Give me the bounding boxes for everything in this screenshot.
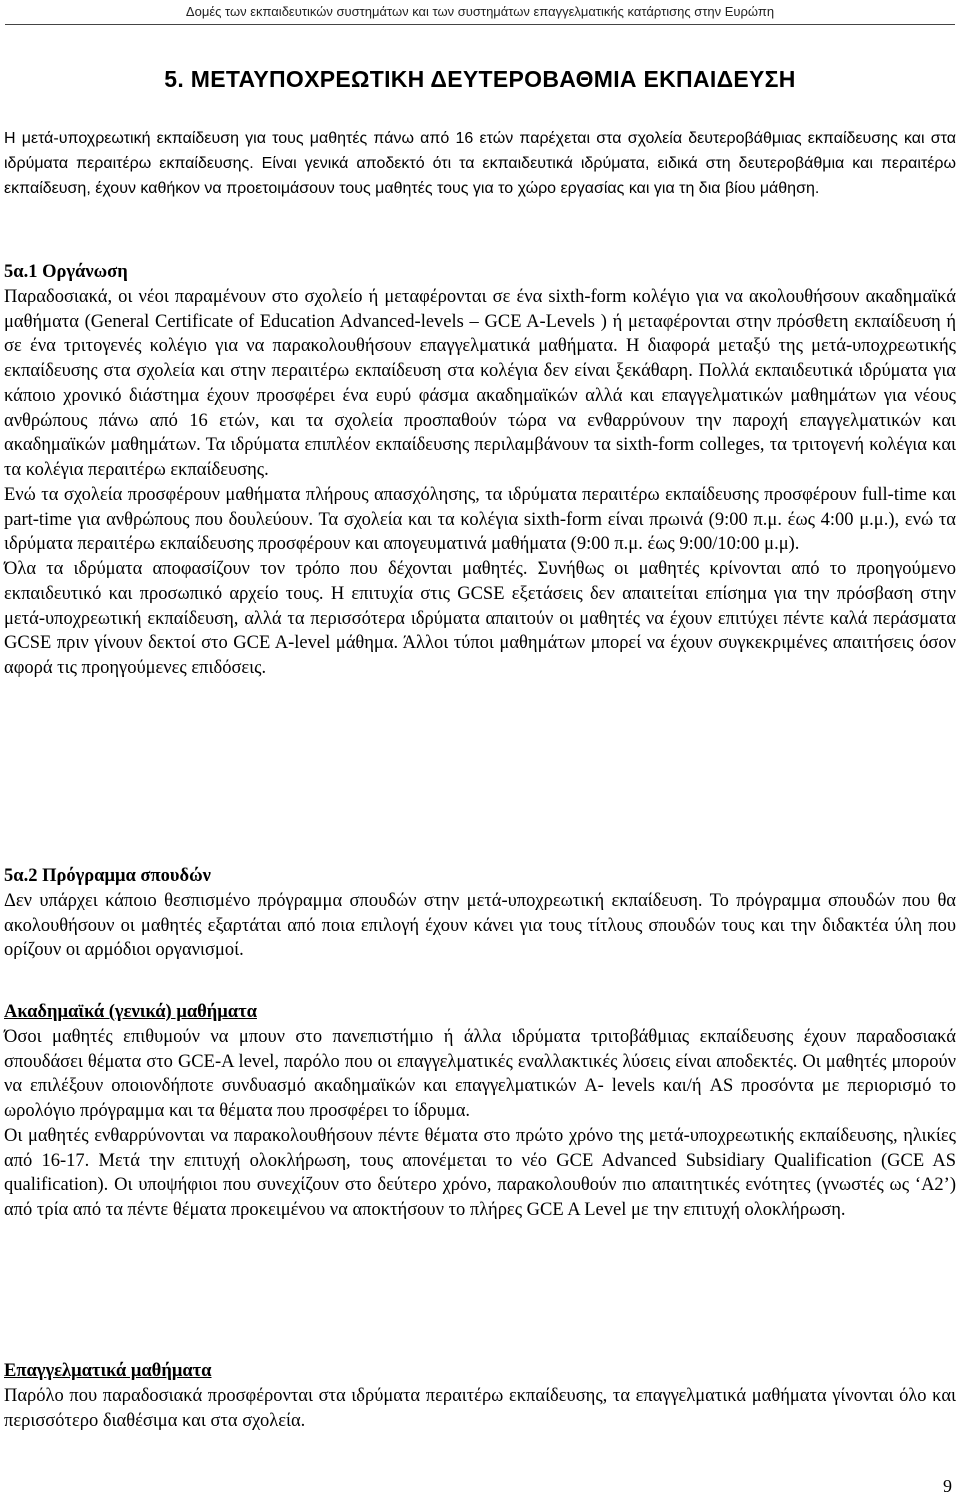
- header-divider: [5, 24, 955, 25]
- section-heading-vocational: Επαγγελματικά μαθήματα: [4, 1361, 212, 1381]
- section-academic: [4, 1000, 956, 1223]
- section-heading-academic: Ακαδημαϊκά (γενικά) μαθήματα: [4, 1002, 257, 1022]
- paragraph: Οι μαθητές ενθαρρύνονται να παρακολουθήσουν πέντε θέματα στο πρώτο χρόνο της μετά-υποχρεωτικής εκπαίδευσης, ηλικίες από 16-17. Μετά την επιτυχή ολοκλήρωση, τους απονέμεται το νέο GCE Advanced Subsidiary Qualification (GCE AS qualification). Οι υποψήφιοι που συνεχίζουν στο δεύτερο χρόνο, παρακολουθούν πιο απαιτητικές ενότητες (γνωστές ως ‘A2’) από τρία από τα πέντε θέματα προκειμένου να αποκτήσουν το πλήρες GCE A Level με την επιτυχή ολοκλήρωση.: [4, 1125, 956, 1220]
- chapter-title: 5. ΜΕΤΑΥΠΟΧΡΕΩΤΙΚΗ ΔΕΥΤΕΡΟΒΑΘΜΙΑ ΕΚΠΑΙΔΕΥΣΗ: [164, 66, 796, 92]
- chapter-intro: Η μετά-υποχρεωτική εκπαίδευση για τους μαθητές πάνω από 16 ετών παρέχεται στα σχολεία δευτεροβάθμιας εκπαίδευσης και στα ιδρύματα περαιτέρω εκπαίδευσης. Είναι γενικά αποδεκτό ότι τα εκπαιδευτικά ιδρύματα, ειδικά στη δευτεροβάθμια και περαιτέρω εκπαίδευση, έχουν καθήκον να προετοιμάσουν τους μαθητές τους για το χώρο εργασίας και για τη δια βίου μάθηση.: [4, 130, 956, 197]
- paragraph: Παρόλο που παραδοσιακά προσφέρονται στα ιδρύματα περαιτέρω εκπαίδευσης, τα επαγγελματικά μαθήματα γίνονται όλο και περισσότερο διαθέσιμα και στα σχολεία.: [4, 1385, 956, 1431]
- section-curriculum: [4, 864, 956, 963]
- running-header: Δομές των εκπαιδευτικών συστημάτων και των συστημάτων επαγγελματικής κατάρτισης στην Ευρώπη: [185, 4, 775, 19]
- paragraph: Όσοι μαθητές επιθυμούν να μπουν στο πανεπιστήμιο ή άλλα ιδρύματα τριτοβάθμιας εκπαίδευσης έχουν παραδοσιακά σπουδάσει θέματα στο GCE-A level, παρόλο που οι επαγγελματικές εναλλακτικές λύσεις είναι αποδεκτές. Οι μαθητές μπορούν να επιλέξουν οποιονδήποτε συνδυασμό ακαδημαϊκών και επαγγελματικών A- levels και/ή AS προσόντα με περιορισμό το ωρολόγιο πρόγραμμα και τα θέματα που προσφέρει το ίδρυμα.: [4, 1026, 956, 1121]
- paragraph: Ενώ τα σχολεία προσφέρουν μαθήματα πλήρους απασχόλησης, τα ιδρύματα περαιτέρω εκπαίδευσης προσφέρουν full-time και part-time για ανθρώπους που δουλεύουν. Τα σχολεία και τα κολέγια sixth-form είναι πρωινά (9:00 π.μ. έως 4:00 μ.μ.), ενώ τα ιδρύματα περαιτέρω εκπαίδευσης προσφέρουν και απογευματινά μαθήματα (9:00 π.μ. έως 9:00/10:00 μ.μ).: [4, 484, 956, 555]
- section-vocational: [4, 1359, 956, 1433]
- page-number: 9: [943, 1476, 952, 1496]
- section-heading-curriculum: 5α.2 Πρόγραμμα σπουδών: [4, 866, 211, 886]
- paragraph: Παραδοσιακά, οι νέοι παραμένουν στο σχολείο ή μεταφέρονται σε ένα sixth-form κολέγιο για να ακολουθήσουν ακαδημαϊκά μαθήματα (General Certificate of Education Advanced-levels – GCE A-Levels ) ή μεταφέρονται στην πρόσθετη εκπαίδευση ή σε ένα τριτογενές κολέγιο για να παρακολουθήσουν επαγγελματικά μαθήματα. Η διαφορά μεταξύ της μετά-υποχρεωτικής εκπαίδευσης στα σχολεία και στην περαιτέρω εκπαίδευση στα κολέγια δεν είναι ξεκάθαρη. Πολλά εκπαιδευτικά ιδρύματα για κάποιο χρονικό διάστημα έχουν προσφέρει ένα ευρύ φάσμα ακαδημαϊκών αλλά και επαγγελματικών μαθημάτων για νέους ανθρώπους πάνω από 16 ετών, και τα σχολεία προσπαθούν τώρα να ενθαρρύνουν την παροχή επαγγελματικών και ακαδημαϊκών μαθημάτων. Τα ιδρύματα επιπλέον εκπαίδευσης περιλαμβάνουν τα sixth-form colleges, τα τριτογενή κολέγια και τα κολέγια περαιτέρω εκπαίδευσης.: [4, 286, 956, 480]
- section-heading-organization: 5α.1 Οργάνωση: [4, 262, 128, 282]
- section-organization: [4, 260, 956, 681]
- paragraph: Δεν υπάρχει κάποιο θεσπισμένο πρόγραμμα σπουδών στην μετά-υποχρεωτική εκπαίδευση. Το πρόγραμμα σπουδών που θα ακολουθήσουν οι μαθητές εξαρτάται από ποια επιλογή έχουν κάνει για τους τίτλους σπουδών τους και την διδακτέα ύλη που ορίζουν οι αρμόδιοι οργανισμοί.: [4, 890, 956, 961]
- paragraph: Όλα τα ιδρύματα αποφασίζουν τον τρόπο που δέχονται μαθητές. Συνήθως οι μαθητές κρίνονται από το προηγούμενο εκπαιδευτικό και προσωπικό αρχείο τους. Η επιτυχία στις GCSE εξετάσεις δεν απαιτείται επίσημα για την πρόσβαση στην μετά-υποχρεωτική εκπαίδευση, αλλά τα περισσότερα ιδρύματα απαιτούν οι μαθητές να έχουν επιτύχει πέντε καλά περάσματα GCSE πριν γίνουν δεκτοί στο GCE A-level μάθημα. Άλλοι τύποι μαθημάτων μπορεί να έχουν συγκεκριμένες απαιτήσεις όσον αφορά τις προηγούμενες επιδόσεις.: [4, 559, 956, 678]
